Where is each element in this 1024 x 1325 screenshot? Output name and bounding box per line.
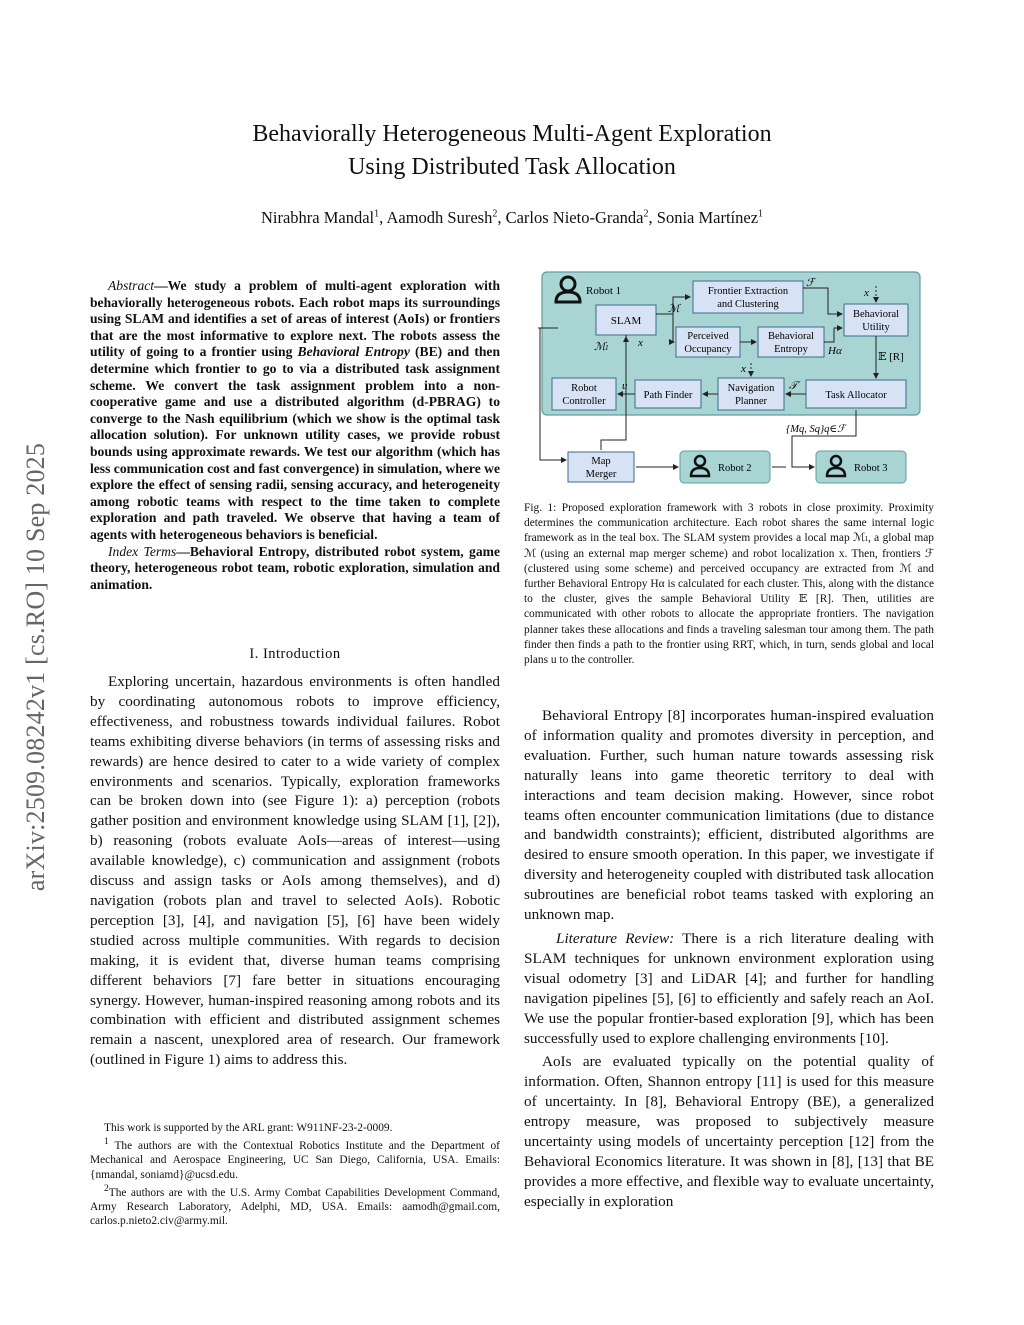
perceived-label-1: Perceived <box>687 331 729 342</box>
symbol-F: ℱ <box>806 277 815 289</box>
robot-2-label: Robot 2 <box>718 463 752 474</box>
symbol-MS: {Mq, Sq}q∈ℱ <box>786 424 846 435</box>
figure-1-diagram <box>538 268 932 490</box>
figure-caption <box>524 501 934 668</box>
task-allocator-label: Task Allocator <box>825 390 887 401</box>
author-name: Sonia Martínez <box>656 208 759 227</box>
author-name: Nirabhra Mandal <box>260 208 375 227</box>
symbol-x: x <box>638 337 643 349</box>
path-finder-label: Path Finder <box>643 390 693 401</box>
section-heading: I. Introduction <box>249 646 341 662</box>
right-column-body <box>524 706 934 1216</box>
symbol-E: 𝔼 [R] <box>878 351 904 363</box>
symbol-H: Hα <box>828 345 842 357</box>
author-list: Nirabhra Mandal$^1$, Aamodh Suresh$^2$, Carlos Nieto-Granda$^2$, Sonia Martínez$^1$ <box>260 208 764 227</box>
symbol-T: 𝒯 <box>789 380 798 392</box>
grant-note: This work is supported by the ARL grant: W911NF-23-2-0009. <box>104 1122 393 1134</box>
title-line-2: Using Distributed Task Allocation <box>348 154 676 180</box>
merger-label-2: Merger <box>585 469 617 480</box>
frontier-label-1: Frontier Extraction <box>707 286 789 297</box>
nav-label-1: Navigation <box>727 383 775 394</box>
symbol-x: x <box>864 287 869 299</box>
index-terms-label: Index Terms <box>108 543 177 559</box>
paragraph-behavioral-entropy: Behavioral Entropy [8] incorporates human-inspired evaluation of information quality and promotes diversity in perception, and evaluation. Further, such human nature towards assessing risk naturally leans into game theoretic territory to deal with interactions and team decision making. However, since robot teams often encounter communication limitations (due to distance and bandwidth constraints); efficient, distributed algorithms are desired to ensure smooth operation. In this paper, we investigate if diversity and heterogeneity coupled with distributed task allocation subroutines are beneficial robot teams tasked with exploring an unknown map. <box>524 707 934 924</box>
author-name: Carlos Nieto-Granda <box>505 208 644 227</box>
paragraph-aois: AoIs are evaluated typically on the potential quality of information. Often, Shannon entropy [11] is used for this measure of uncertainty. In [8], Behavioral Entropy (BE), a generalized entropy measure, was proposed to subjectively measure uncertainty using models of uncertainty perception [12] from the Behavioral Economics literature. It was shown in [8], [13] that BE provides a more effective, and flexible way to evaluate uncertainty, especially in exploration <box>524 1053 934 1210</box>
abstract-text-a: We study a problem of multi-agent exploration with behaviorally heterogeneous robots. Each robot maps its surroundings using SLAM and identifies a set of areas of interest (AoIs) or frontiers that are the most informative to explore next. The robots assess the utility of going to a frontier using <box>90 278 500 360</box>
arxiv-stamp <box>18 372 54 962</box>
controller-label-1: Robot <box>571 383 597 394</box>
abstract: Abstract—We study a problem of multi-agent exploration with behaviorally heterogeneous robots. Each robot maps its surroundings using SLAM and identifies a set of areas of interest (AoIs) or frontiers that are the most informative to explore next. The robots assess the utility of going to a frontier using Behavioral Entropy (BE) and then determine which frontier to go to via a distributed task assignment scheme. We convert the task assignment problem into a non-cooperative game and use a distributed algorithm (d-PBRAG) to converge to the Nash equilibrium (which we show is the optimal task allocation solution). For unknown utility cases, we provide robust bounds using approximate rewards. We test our algorithm (which has less communication cost and fast convergence) in simulation, where we explore the effect of sensing radii, sensing accuracy, and heterogeneity among robotic teams with respect to the time taken to complete exploration and path traveled. We observe that having a team of agents with heterogeneous behaviors is beneficial. Index Terms—Behavioral Entropy, distributed robot system, game theory, heterogeneous robot team, robotic exploration, simulation and animation. <box>90 278 501 592</box>
perceived-label-2: Occupancy <box>684 344 732 355</box>
paper-title <box>0 118 1024 184</box>
abstract-be-term: Behavioral Entropy <box>297 344 410 360</box>
robot-3-label: Robot 3 <box>854 463 888 474</box>
literature-review-label: Literature Review: <box>556 929 675 947</box>
intro-body <box>90 672 500 1070</box>
nav-label-2: Planner <box>734 396 768 407</box>
entropy-label-2: Entropy <box>774 344 808 355</box>
utility-label-2: Utility <box>862 322 890 333</box>
controller-label-2: Controller <box>562 396 606 407</box>
symbol-Ml: ℳₗ <box>594 341 609 353</box>
footnote-2: $^2$The authors are with the U.S. Army Combat Capabilities Development Command, Army Research Laboratory, Adelphi, MD, USA. Emails: aamodh@gmail.com, carlos.p.nieto2.civ@army.mil. <box>90 1183 500 1228</box>
abstract-text-b: (BE) and then determine which frontier to go to via a distributed task assignment scheme. We convert the task assignment problem into a non-cooperative game and use a distributed algorithm (d-PBRAG) to converge to the Nash equilibrium (which we show is the optimal task allocation solution). For unknown utility cases, we provide robust bounds using approximate rewards. We test our algorithm (which has less communication cost and fast convergence) in simulation, where we explore the effect of sensing radii, sensing accuracy, and heterogeneity among robotic teams with respect to the time taken to complete exploration and path traveled. We observe that having a team of agents with heterogeneous behaviors is beneficial. <box>90 344 501 542</box>
title-line-1: Behaviorally Heterogeneous Multi-Agent Exploration <box>252 121 772 147</box>
author-name: Aamodh Suresh <box>386 208 493 227</box>
utility-label-1: Behavioral <box>852 309 900 320</box>
frontier-label-2: and Clustering <box>717 299 779 310</box>
slam-label: SLAM <box>610 315 642 327</box>
arxiv-id: arXiv:2509.08242v1 [cs.RO] 10 Sep 2025 <box>21 442 50 892</box>
symbol-u: u <box>622 380 628 392</box>
caption-label: Fig. 1: <box>524 502 557 514</box>
abstract-label: Abstract <box>108 278 155 293</box>
symbol-M: ℳ <box>668 303 680 315</box>
merger-label-1: Map <box>591 456 611 467</box>
paragraph-literature-review: Literature Review: There is a rich literature dealing with SLAM techniques for unknown environment exploration using visual odometry [3] and LiDAR [4]; and further for handling navigation pipelines [5], [6] to efficiently and safely reach an AoI. We use the popular frontier-based exploration [9], which has been successfully used to explore challenging environments [10]. <box>524 929 934 1047</box>
intro-paragraph: Exploring uncertain, hazardous environments is often handled by coordinating autonomous robots to improve efficiency, effectiveness, and robustness towards individual failures. Robot teams exhibiting diverse behaviors (in terms of assessing risks and rewards) are hence desired to cater to a wide variety of complex environments and scenarios. Typically, exploration frameworks can be broken down into (see Figure 1): a) perception (robots gather position and environment knowledge using SLAM [1], [2]), b) reasoning (robots evaluate AoIs—areas of interest—using available knowledge), c) communication and assignment (robots discuss and assign tasks or AoIs among themselves), and d) navigation (robots plan and travel to selected AoIs). Robotic perception [3], [4], and navigation [5], [6] have been widely studied across multiple communities. With regards to decision making, it is evident that, diverse human teams comprising different behaviors [7] fare better in situations encouraging synergy. However, human-inspired reasoning among robots and its combination with efficient and distributed assignment schemes remain a nascent, unexplored area of research. Our framework (outlined in Figure 1) aims to address this. <box>90 673 500 1069</box>
caption-text: Proposed exploration framework with 3 robots in close proximity. Proximity determines the communication architecture. Each robot shares the same internal logic framework as in the teal box. The SLAM system provides a local map ℳₗ, a global map ℳ (using an external map merger scheme) and robot localization x. Then, frontiers ℱ (clustered using some scheme) and perceived occupancy are extracted from ℳ and further Behavioral Entropy Hα is calculated for each cluster. This, along with the distance to the cluster, gives the sample Behavioral Utility 𝔼 [R]. Then, utilities are communicated with other robots to allocate the appropriate frontiers. The navigation planner takes these allocations and finds a traveling salesman tour among them. The path finder then finds a path to the frontier using RRT, which, in turn, sends global and local plans u to the controller. <box>524 502 934 667</box>
entropy-label-1: Behavioral <box>767 331 815 342</box>
footnotes <box>90 1121 500 1229</box>
index-terms: Behavioral Entropy, distributed robot system, game theory, heterogeneous robot team, robotic exploration, simulation and animation. <box>90 543 500 592</box>
footnote-1: $^1$ The authors are with the Contextual Robotics Institute and the Department of Mechanical and Aerospace Engineering, UC San Diego, California, USA. Emails: {nmandal, soniamd}@ucsd.edu. <box>90 1137 500 1181</box>
symbol-x: x <box>741 363 746 375</box>
robot-1-label: Robot 1 <box>586 285 622 297</box>
